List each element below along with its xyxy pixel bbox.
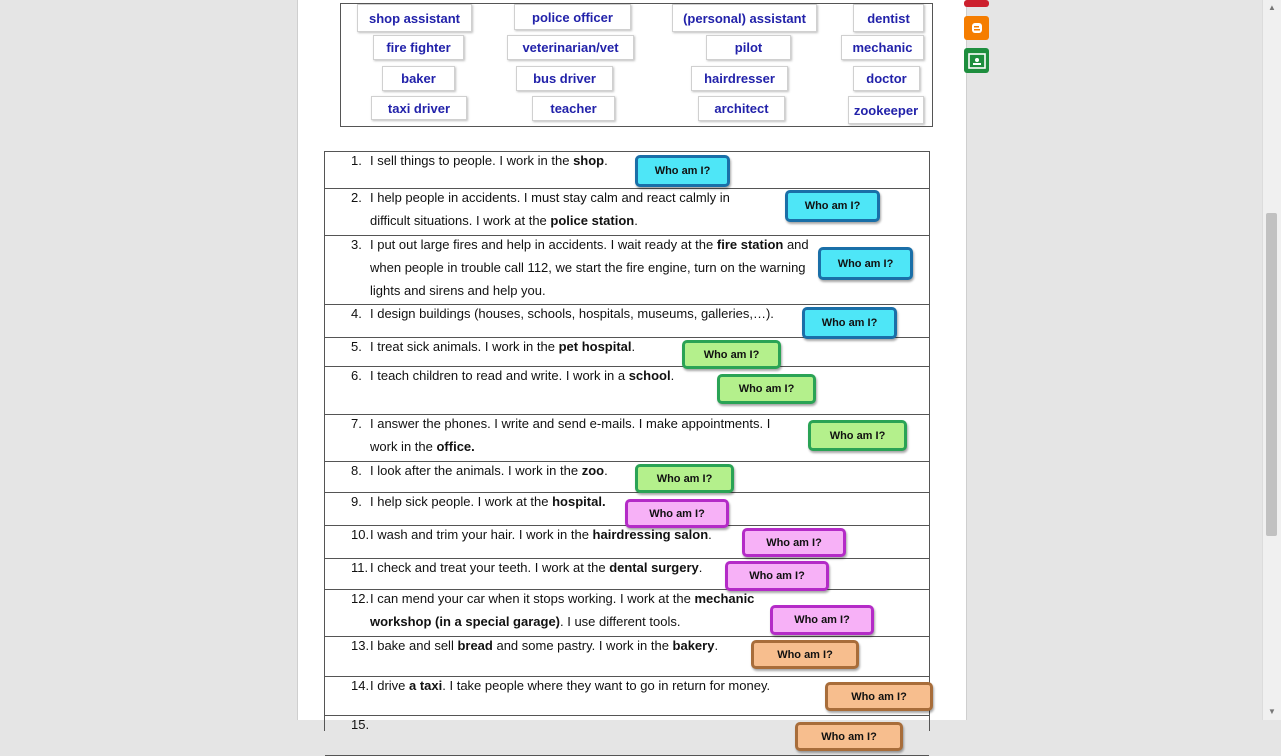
text-fragment: . <box>708 527 712 542</box>
word-tile[interactable]: dentist <box>853 4 924 32</box>
word-tile[interactable]: hairdresser <box>691 66 788 91</box>
word-tile[interactable]: zookeeper <box>848 96 924 124</box>
keyword: fire station <box>716 237 784 252</box>
word-tile[interactable]: teacher <box>532 96 615 121</box>
text-fragment: . <box>631 339 636 354</box>
google-classroom-icon[interactable] <box>964 48 989 73</box>
question-number: 15. <box>351 717 370 732</box>
text-fragment: I wash and trim your hair. I work in the <box>370 527 593 542</box>
keyword: dental surgery <box>609 560 699 575</box>
question-number: 8. <box>351 463 362 478</box>
text-fragment: I drive <box>370 678 410 693</box>
keyword: school <box>628 368 671 383</box>
text-fragment: . <box>670 368 675 383</box>
word-tile[interactable]: bus driver <box>516 66 613 91</box>
who-am-i-button[interactable]: Who am I? <box>742 528 846 557</box>
word-tile[interactable]: (personal) assistant <box>672 4 817 32</box>
who-am-i-button[interactable]: Who am I? <box>635 155 730 187</box>
who-am-i-button[interactable]: Who am I? <box>802 307 897 339</box>
question-row <box>325 462 929 493</box>
text-fragment: I treat sick animals. I work in the <box>370 339 559 354</box>
word-tile[interactable]: baker <box>382 66 455 91</box>
question-number: 14. <box>351 678 370 693</box>
question-number: 7. <box>351 416 362 431</box>
question-text <box>370 634 740 657</box>
word-tile[interactable]: veterinarian/vet <box>507 35 634 60</box>
text-fragment: . <box>604 463 608 478</box>
keyword: office. <box>436 439 475 454</box>
keyword: mechanic workshop (in a special garage) <box>370 591 755 629</box>
question-number: 2. <box>351 190 362 205</box>
question-text <box>370 149 630 172</box>
word-tile[interactable]: pilot <box>706 35 791 60</box>
question-text <box>370 674 800 697</box>
word-tile[interactable]: fire fighter <box>373 35 464 60</box>
question-number: 6. <box>351 368 362 383</box>
who-am-i-button[interactable]: Who am I? <box>785 190 880 222</box>
question-number: 11. <box>351 560 369 575</box>
question-number: 9. <box>351 494 362 509</box>
word-tile[interactable]: police officer <box>514 4 631 30</box>
question-number: 1. <box>351 153 362 168</box>
keyword: a taxi <box>409 678 443 693</box>
text-fragment: I answer the phones. I write and send e-mails. I make appointments. I work in the <box>370 416 771 454</box>
scroll-down-arrow-icon[interactable]: ▼ <box>1268 707 1276 716</box>
who-am-i-button[interactable]: Who am I? <box>725 561 829 591</box>
question-text <box>370 490 640 513</box>
question-text <box>370 523 730 546</box>
question-text <box>370 186 750 232</box>
question-text <box>370 302 800 325</box>
questions-table <box>324 151 930 743</box>
page-scrollbar[interactable] <box>1262 0 1281 720</box>
who-am-i-button[interactable]: Who am I? <box>825 682 933 711</box>
question-text <box>370 364 700 387</box>
scroll-up-arrow-icon[interactable]: ▲ <box>1268 3 1276 12</box>
keyword: zoo <box>581 463 605 478</box>
text-fragment: I sell things to people. I work in the <box>370 153 574 168</box>
text-fragment: I look after the animals. I work in the <box>370 463 582 478</box>
question-text <box>370 556 720 579</box>
worksheet-page <box>297 0 967 743</box>
question-text <box>370 233 810 302</box>
text-fragment: I teach children to read and write. I work in a <box>370 368 629 383</box>
scroll-thumb[interactable] <box>1266 213 1277 536</box>
question-row <box>325 559 929 590</box>
who-am-i-button[interactable]: Who am I? <box>635 464 734 493</box>
word-tile[interactable]: taxi driver <box>371 96 467 120</box>
question-text <box>370 459 640 482</box>
question-row <box>325 367 929 415</box>
text-fragment: . <box>714 638 719 653</box>
keyword: pet hospital <box>558 339 632 354</box>
question-row <box>325 338 929 367</box>
text-fragment: I bake and sell <box>370 638 458 653</box>
who-am-i-button[interactable]: Who am I? <box>795 722 903 751</box>
pinterest-icon[interactable] <box>964 0 989 7</box>
who-am-i-button[interactable]: Who am I? <box>717 374 816 404</box>
text-fragment: I help people in accidents. I must stay calm and react calmly in difficult situations. I work at the <box>370 190 730 228</box>
text-fragment: I help sick people. I work at the <box>370 494 553 509</box>
question-number: 5. <box>351 339 362 354</box>
blogger-icon[interactable] <box>964 16 989 40</box>
question-number: 10. <box>351 527 370 542</box>
keyword: hospital. <box>552 494 606 509</box>
text-fragment: I design buildings (houses, schools, hospitals, museums, galleries,…). <box>370 306 774 321</box>
who-am-i-button[interactable]: Who am I? <box>682 340 781 369</box>
who-am-i-button[interactable]: Who am I? <box>625 499 729 528</box>
keyword: shop <box>573 153 605 168</box>
who-am-i-button[interactable]: Who am I? <box>818 247 913 280</box>
question-number: 3. <box>351 237 362 252</box>
question-row <box>325 152 929 189</box>
question-number: 4. <box>351 306 362 321</box>
who-am-i-button[interactable]: Who am I? <box>808 420 907 451</box>
question-text <box>370 412 790 458</box>
keyword: police station <box>550 213 635 228</box>
text-fragment: and some pastry. I work in the <box>492 638 673 653</box>
text-fragment: . <box>698 560 703 575</box>
question-text <box>370 587 770 633</box>
keyword: hairdressing salon <box>592 527 709 542</box>
text-fragment: I put out large fires and help in accidents. I wait ready at the <box>370 237 717 252</box>
word-tile[interactable]: architect <box>698 96 785 121</box>
text-fragment: . I use different tools. <box>560 614 681 629</box>
who-am-i-button[interactable]: Who am I? <box>751 640 859 669</box>
question-number: 12. <box>351 591 370 606</box>
word-bank <box>340 3 933 127</box>
word-tile[interactable]: doctor <box>853 66 920 91</box>
question-number: 13. <box>351 638 370 653</box>
text-fragment: . <box>634 213 638 228</box>
question-text <box>370 335 670 358</box>
word-tile[interactable]: shop assistant <box>357 4 472 32</box>
text-fragment: . I take people where they want to go in return for money. <box>442 678 771 693</box>
text-fragment: . <box>604 153 608 168</box>
text-fragment: I check and treat your teeth. I work at the <box>370 560 610 575</box>
who-am-i-button[interactable]: Who am I? <box>770 605 874 635</box>
text-fragment: I can mend your car when it stops working. I work at the <box>370 591 695 606</box>
keyword: bakery <box>672 638 715 653</box>
text-fragment: and when people in trouble call 112, we start the fire engine, turn on the warning lights and sirens and help you. <box>370 237 809 298</box>
word-tile[interactable]: mechanic <box>841 35 924 60</box>
keyword: bread <box>457 638 493 653</box>
